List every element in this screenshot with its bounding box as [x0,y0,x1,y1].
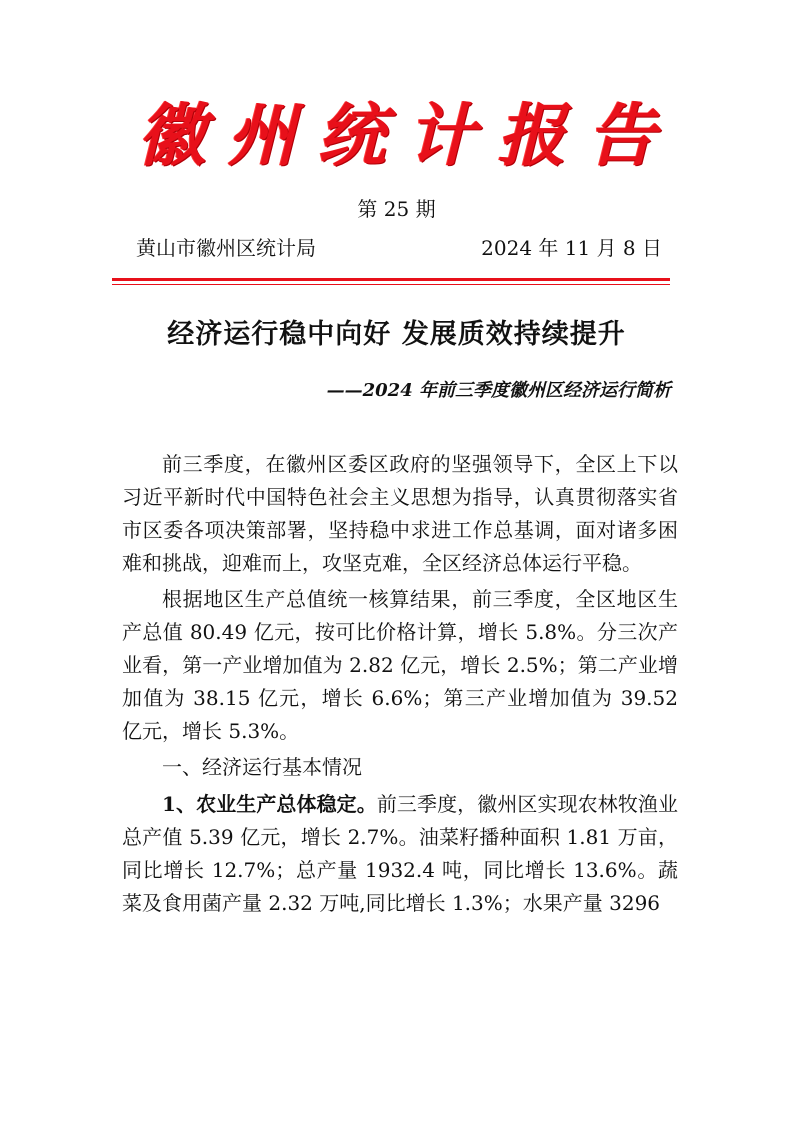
paragraph-lead: 1、农业生产总体稳定。 [162,792,377,816]
issuer-name: 黄山市徽州区统计局 [136,236,316,260]
paragraph-agriculture [122,788,678,920]
masthead-title: 徽州统计报告 [137,97,678,176]
article-subtitle: ——2024 年前三季度徽州区经济运行简析 [326,380,671,401]
paragraph-intro: 前三季度，在徽州区委区政府的坚强领导下，全区上下以习近平新时代中国特色社会主义思想为指导，认真贯彻落实省市区委各项决策部署，坚持稳中求进工作总基调，面对诸多困难和挑战，迎难而上，攻坚克难，全区经济总体运行平稳。 [122,452,678,575]
article-body [122,448,678,923]
issue-date: 2024 年 11 月 8 日 [481,236,662,260]
issue-number: 第 25 期 [357,197,436,221]
section-heading: 一、经济运行基本情况 [162,755,362,779]
paragraph-gdp: 根据地区生产总值统一核算结果，前三季度，全区地区生产总值 80.49 亿元，按可比价格计算，增长 5.8%。分三次产业看，第一产业增加值为 2.82 亿元，增长 2.5%；第二产业增加值为 38.15 亿元，增长 6.6%；第三产业增加值为 39.52 亿元，增长 5.3%。 [122,587,678,743]
paragraph-agriculture-text: 前三季度，徽州区实现农林牧渔业总产值 5.39 亿元，增长 2.7%。油菜籽播种面积 1.81 万亩，同比增长 12.7%；总产量 1932.4 吨，同比增长 13.6%。蔬菜及食用菌产量 2.32 万吨,同比增长 1.3%；水果产量 3296 [122,792,679,915]
masthead-rule-thin [112,284,670,285]
article-headline: 经济运行稳中向好 发展质效持续提升 [167,319,626,350]
masthead [0,92,793,182]
masthead-rule-thick [112,278,670,281]
